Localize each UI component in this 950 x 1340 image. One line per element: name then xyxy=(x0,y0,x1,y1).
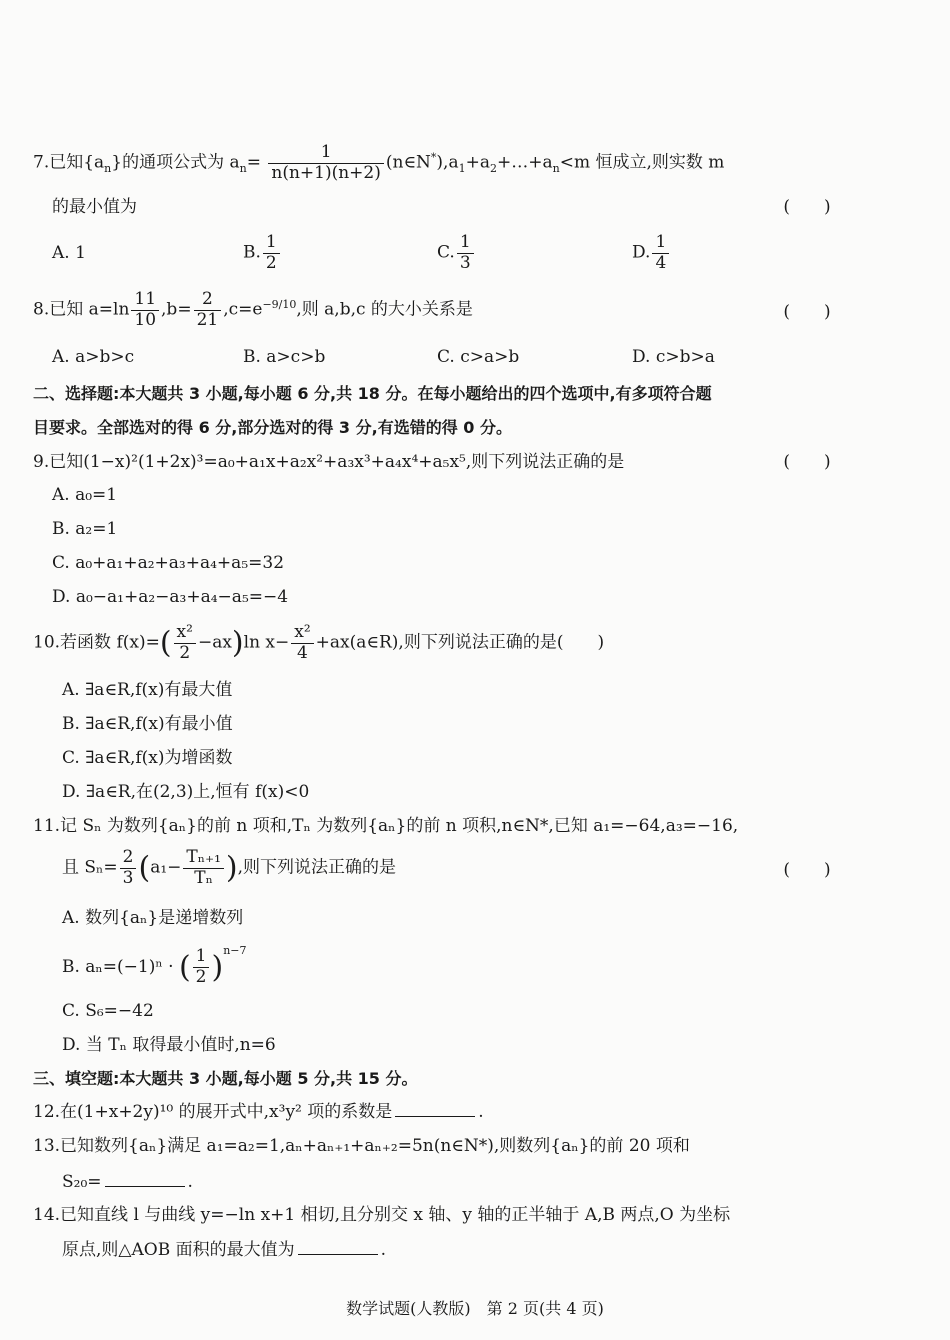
q13-answer-blank[interactable] xyxy=(105,1185,185,1187)
q11-option-d: D. 当 Tₙ 取得最小值时,n=6 xyxy=(62,1035,276,1055)
q14-answer-blank[interactable] xyxy=(298,1253,378,1255)
q10-option-b: B. ∃a∈R,f(x)有最小值 xyxy=(62,714,233,734)
q9-option-d: D. a₀−a₁+a₂−a₃+a₄−a₅=−4 xyxy=(52,587,289,607)
q14-stem-line1: 14.已知直线 l 与曲线 y=−ln x+1 相切,且分别交 x 轴、y 轴的正半轴于 A,B 两点,O 为坐标 xyxy=(33,1205,731,1225)
q9-option-c: C. a₀+a₁+a₂+a₃+a₄+a₅=32 xyxy=(52,553,285,573)
q8-option-a: A. a>b>c xyxy=(52,347,135,367)
q10-option-a: A. ∃a∈R,f(x)有最大值 xyxy=(62,680,233,700)
q9-answer-paren: ( ) xyxy=(783,452,831,472)
q11-option-a: A. 数列{aₙ}是递增数列 xyxy=(62,908,244,928)
q8-option-b: B. a>c>b xyxy=(243,347,326,367)
q11-option-b: B. aₙ=(−1)ⁿ · ( $\frac{1}{2}$ )$^{n-7}$ xyxy=(62,944,247,987)
q9-option-a: A. a₀=1 xyxy=(52,485,118,505)
q7-stem-line1: 7.已知$\{a_n\}$的通项公式为 $a_n=$ $\frac{1}{n(n+1)(n+2)}$ $(n\in N^*),a_1+a_2+\dots+a_n<m$ 恒成立,则实数 m xyxy=(33,142,725,183)
section-2-requirements: 目要求。全部选对的得 6 分,部分选对的得 3 分,有选错的得 0 分。 xyxy=(33,418,512,437)
q7-option-b: B. $\frac{1}{2}$ xyxy=(243,233,282,273)
section-2-heading: 二、选择题:本大题共 3 小题,每小题 6 分,共 18 分。在每小题给出的四个选项中,有多项符合题 xyxy=(33,384,712,403)
q11-stem-line1: 11.记 Sₙ 为数列{aₙ}的前 n 项和,Tₙ 为数列{aₙ}的前 n 项积,n∈N*,已知 a₁=−64,a₃=−16, xyxy=(33,816,739,836)
q13-stem-line1: 13.已知数列{aₙ}满足 a₁=a₂=1,aₙ+aₙ₊₁+aₙ₊₂=5n(n∈N*),则数列{aₙ}的前 20 项和 xyxy=(33,1136,690,1156)
q12-answer-blank[interactable] xyxy=(395,1115,475,1117)
q7-fraction: $\frac{1}{n(n+1)(n+2)}$ xyxy=(268,143,384,183)
q9-stem: 9.已知(1−x)²(1+2x)³=a₀+a₁x+a₂x²+a₃x³+a₄x⁴+a₅x⁵,则下列说法正确的是 xyxy=(33,452,625,472)
q13-stem-line2: S₂₀= . xyxy=(62,1172,193,1192)
q10-option-d: D. ∃a∈R,在(2,3)上,恒有 f(x)<0 xyxy=(62,782,310,802)
page-footer: 数学试题(人教版) 第 2 页(共 4 页) xyxy=(346,1299,604,1318)
q8-stem: 8.已知 a=ln $\frac{11}{10}$ ,b= $\frac{2}{21}$ $,c=e^{-9/10}$,则 a,b,c 的大小关系是 xyxy=(33,289,473,330)
q7-option-c: C. $\frac{1}{3}$ xyxy=(437,233,476,273)
q8-option-d: D. c>b>a xyxy=(632,347,715,367)
q7-answer-paren: ( ) xyxy=(783,197,831,217)
q11-answer-paren: ( ) xyxy=(783,860,831,880)
q7-option-d: D. $\frac{1}{4}$ xyxy=(632,233,671,273)
q11-stem-line2: 且 Sₙ= $\frac{2}{3}$ (a₁− $\frac{\text{Tₙ₊₁}}{\text{Tₙ}}$ ),则下列说法正确的是 xyxy=(62,847,397,888)
q8-option-c: C. c>a>b xyxy=(437,347,520,367)
q8-answer-paren: ( ) xyxy=(783,302,831,322)
q14-stem-line2: 原点,则△AOB 面积的最大值为 . xyxy=(62,1240,386,1260)
q7-option-a: A. 1 xyxy=(52,243,86,263)
section-3-heading: 三、填空题:本大题共 3 小题,每小题 5 分,共 15 分。 xyxy=(33,1069,418,1088)
q10-option-c: C. ∃a∈R,f(x)为增函数 xyxy=(62,748,233,768)
q11-option-c: C. S₆=−42 xyxy=(62,1001,154,1021)
q7-stem-line2: 的最小值为 xyxy=(52,197,137,217)
q9-option-b: B. a₂=1 xyxy=(52,519,118,539)
q10-stem: 10.若函数 f(x)=( $\frac{\text{x²}}{2}$ −ax)ln x− $\frac{\text{x²}}{4}$ +ax(a∈R),则下列说法正确的是( ) xyxy=(33,622,605,663)
q12-stem: 12.在(1+x+2y)¹⁰ 的展开式中,x³y² 项的系数是 . xyxy=(33,1102,484,1122)
